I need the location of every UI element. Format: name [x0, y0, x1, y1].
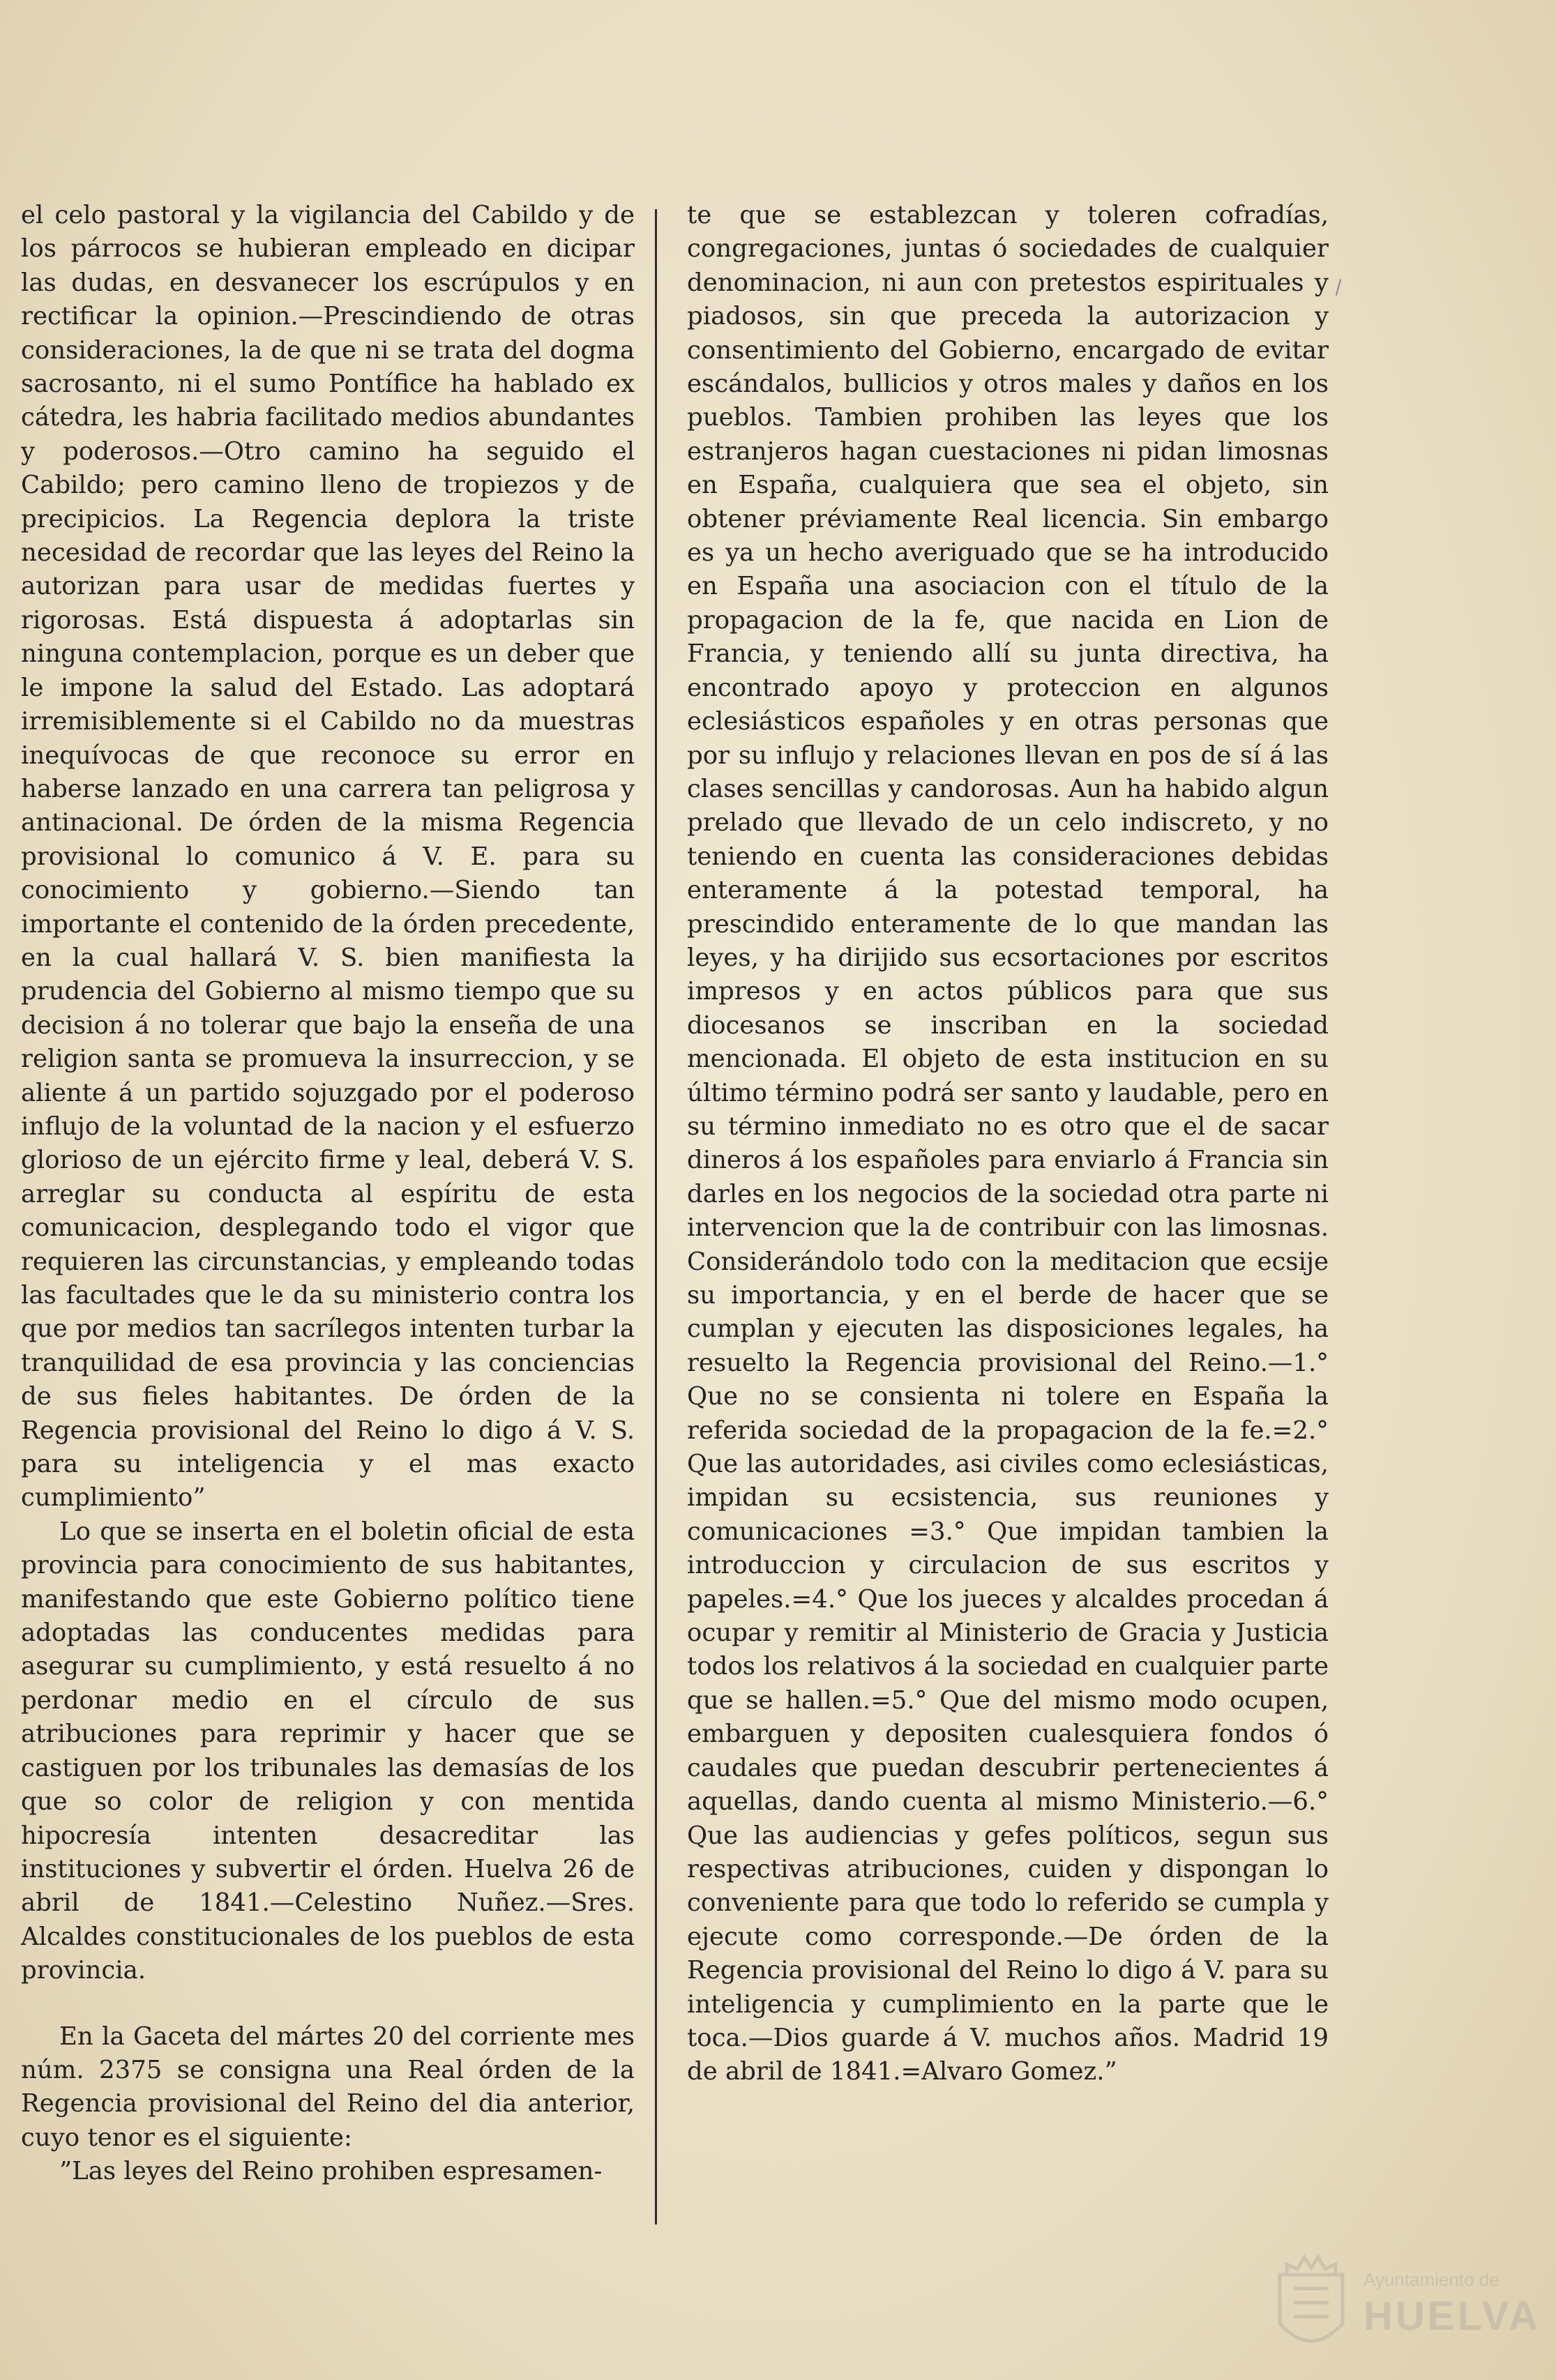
watermark-subtitle: Ayuntamiento de	[1364, 2269, 1500, 2290]
paragraph: el celo pastoral y la vigilancia del Cabildo y de los párrocos se hubieran empleado en dicipar las dudas, en desvanecer los escrúpulos y en rectificar la opinion.—Prescindiendo de otras consideraciones, la de que ni se trata del dogma sacrosanto, ni el sumo Pontífice ha hablado ex cátedra, les habria facilitado medios abundantes y poderosos.—Otro camino ha seguido el Cabildo; pero camino lleno de tropiezos y de precipicios. La Regencia deplora la triste necesidad de recordar que las leyes del Reino la autorizan para usar de medidas fuertes y rigorosas. Está dispuesta á adoptarlas sin ninguna contemplacion, porque es un deber que le impone la salud del Estado. Las adoptará irremisiblemente si el Cabildo no da muestras inequívocas de que reconoce su error en haberse lanzado en una carrera tan peligrosa y antinacional. De órden de la misma Regencia provisional lo comunico á V. E. para su conocimiento y gobierno.—Siendo tan importante el contenido de la órden precedente, en la cual hallará V. S. bien manifiesta la prudencia del Gobierno al mismo tiempo que su decision á no tolerar que bajo la enseña de una religion santa se promueva la insurreccion, y se aliente á un partido sojuzgado por el poderoso influjo de la voluntad de la nacion y el esfuerzo glorioso de un ejército firme y leal, deberá V. S. arreglar su conducta al espíritu de esta comunicacion, desplegando todo el vigor que requieren las circunstancias, y empleando todas las facultades que le da su ministerio contra los que por medios tan sacrílegos intenten turbar la tranquilidad de esa provincia y las conciencias de sus fieles habitantes. De órden de la Regencia provisional del Reino lo digo á V. S. para su inteligencia y el mas exacto cumplimiento”	[21, 201, 635, 1513]
huelva-watermark	[1266, 2247, 1545, 2365]
paragraph: te que se establezcan y toleren cofradías, congregaciones, juntas ó sociedades de cualquier denominacion, ni aun con pretestos espirituales y piadosos, sin que preceda la autorizacion y consentimiento del Gobierno, encargado de evitar escándalos, bullicios y otros males y daños en los pueblos. Tambien prohiben las leyes que los estranjeros hagan cuestaciones ni pidan limosnas en España, cualquiera que sea el objeto, sin obtener préviamente Real licencia. Sin embargo es ya un hecho averiguado que se ha introducido en España una asociacion con el título de la propagacion de la fe, que nacida en Lion de Francia, y teniendo allí su junta directiva, ha encontrado apoyo y proteccion en algunos eclesiásticos españoles y en otras personas que por su influjo y relaciones llevan en pos de sí á las clases sencillas y candorosas. Aun ha habido algun prelado que llevado de un celo indiscreto, y no teniendo en cuenta las consideraciones debidas enteramente á la potestad temporal, ha prescindido enteramente de lo que mandan las leyes, y ha dirijido sus ecsortaciones por escritos impresos y en actos públicos para que sus diocesanos se inscriban en la sociedad mencionada. El objeto de esta institucion en su último término podrá ser santo y laudable, pero en su término inmediato no es otro que el de sacar dineros á los españoles para enviarlo á Francia sin darles en los negocios de la sociedad otra parte ni intervencion que la de contribuir con las limosnas. Considerándolo todo con la meditacion que ecsije su importancia, y en el berde de hacer que se cumplan y ejecuten las disposiciones legales, ha resuelto la Regencia provisional del Reino.—1.° Que no se consienta ni tolere en España la referida sociedad de la propagacion de la fe.=2.° Que las autoridades, asi civiles como eclesiásticas, impidan su ecsistencia, sus reuniones y comunicaciones =3.° Que impidan tambien la introduccion y circulacion de sus escritos y papeles.=4.° Que los jueces y alcaldes procedan á ocupar y remitir al Ministerio de Gracia y Justicia todos los relativos á la sociedad en cualquier parte que se hallen.=5.° Que del mismo modo ocupen, embarguen y depositen cualesquiera fondos ó caudales que puedan descubrir pertenecientes á aquellas, dando cuenta al mismo Ministerio.—6.° Que las audiencias y gefes políticos, segun sus respectivas atribuciones, cuiden y dispongan lo conveniente para que todo lo referido se cumpla y ejecute como corresponde.—De órden de la Regencia provisional del Reino lo digo á V. para su inteligencia y cumplimiento en la parte que le toca.—Dios guarde á V. muchos años. Madrid 19 de abril de 1841.=Alvaro Gomez.”	[687, 201, 1329, 2086]
coat-of-arms-icon	[1266, 2247, 1357, 2365]
right-text-column	[687, 199, 1329, 2089]
paragraph: Lo que se inserta en el boletin oficial de esta provincia para conocimiento de sus habitantes, manifestando que este Gobierno político tiene adoptadas las conducentes medidas para asegurar su cumplimiento, y está resuelto á no perdonar medio en el círculo de sus atribuciones para reprimir y hacer que se castiguen por los tribunales las demasías de los que so color de religion y con mentida hipocresía intenten desacreditar las instituciones y subvertir el órden. Huelva 26 de abril de 1841.—Celestino Nuñez.—Sres. Alcaldes constitucionales de los pueblos de esta provincia.	[21, 1517, 635, 1985]
paragraph: En la Gaceta del mártes 20 del corriente mes núm. 2375 se consigna una Real órden de la Regencia provisional del Reino del dia anterior, cuyo tenor es el siguiente:	[21, 2022, 635, 2152]
left-text-column	[21, 199, 635, 2189]
column-divider	[655, 209, 657, 2224]
margin-mark	[1336, 279, 1341, 296]
paragraph: ”Las leyes del Reino prohiben espresamen-	[59, 2157, 603, 2186]
watermark-title: HUELVA	[1364, 2294, 1541, 2339]
